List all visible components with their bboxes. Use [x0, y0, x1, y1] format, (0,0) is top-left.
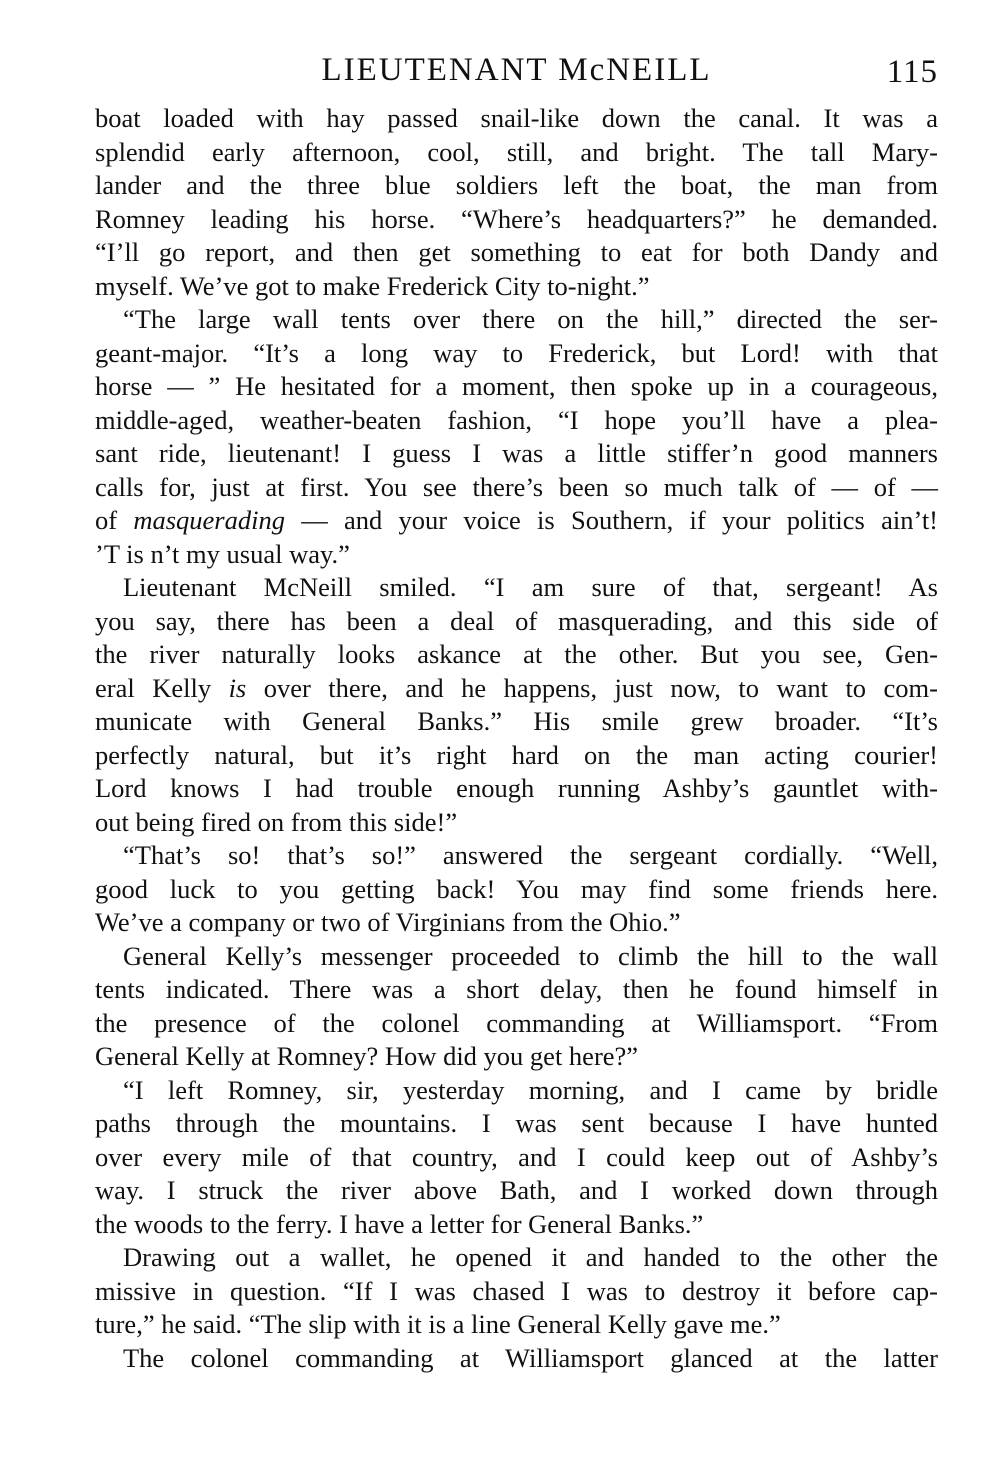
- text-line: “That’s so! that’s so!” answered the sergeant cordially. “Well,: [123, 840, 938, 870]
- text-line: “I’ll go report, and then get something to eat for both Dandy and: [95, 237, 938, 267]
- text-line: ture,” he said. “The slip with it is a line General Kelly gave me.”: [95, 1309, 781, 1339]
- text-line: paths through the mountains. I was sent because I have hunted: [95, 1108, 938, 1138]
- paragraph-3: [95, 571, 938, 839]
- text-line: [95, 504, 938, 538]
- paragraph-4: [95, 839, 938, 940]
- text-line: boat loaded with hay passed snail-like down the canal. It was a: [95, 103, 938, 133]
- paragraph-6: [95, 1074, 938, 1242]
- page-number: 115: [886, 54, 938, 90]
- text-line: The colonel commanding at Williamsport glanced at the latter: [123, 1342, 938, 1373]
- italic-word: masquerading: [133, 505, 285, 535]
- italic-word: is: [228, 672, 247, 703]
- text-run: of: [95, 505, 134, 535]
- text-line: splendid early afternoon, cool, still, and bright. The tall Mary-: [95, 136, 938, 167]
- text-line: calls for, just at first. You see there’s been so much talk of — of —: [95, 471, 938, 502]
- paragraph-2: [95, 303, 938, 571]
- text-run: over there, and he happens, just now, to want to com-: [246, 672, 938, 703]
- text-line: perfectly natural, but it’s right hard on the man acting courier!: [95, 739, 938, 770]
- paragraph-7: [95, 1241, 938, 1342]
- text-line: sant ride, lieutenant! I guess I was a little stiffer’n good manners: [95, 438, 938, 468]
- text-line: tents indicated. There was a short delay, then he found himself in: [95, 974, 938, 1004]
- text-line: Lord knows I had trouble enough running Ashby’s gauntlet with-: [95, 773, 938, 803]
- text-line: General Kelly at Romney? How did you get here?”: [95, 1041, 639, 1071]
- running-head: [95, 50, 938, 90]
- running-title: LIEUTENANT McNEILL: [321, 52, 712, 88]
- text-line: “I left Romney, sir, yesterday morning, and I came by bridle: [123, 1074, 938, 1105]
- text-line: horse — ” He hesitated for a moment, then spoke up in a courageous,: [95, 371, 938, 401]
- text-line: Drawing out a wallet, he opened it and handed to the other the: [123, 1242, 938, 1272]
- text-line: General Kelly’s messenger proceeded to climb the hill to the wall: [123, 940, 938, 971]
- paragraph-5: [95, 940, 938, 1074]
- text-line: lander and the three blue soldiers left the boat, the man from: [95, 170, 938, 200]
- book-page: [95, 50, 938, 1375]
- text-line: geant-major. “It’s a long way to Frederick, but Lord! with that: [95, 337, 938, 368]
- text-line: middle-aged, weather-beaten fashion, “I hope you’ll have a plea-: [95, 404, 938, 435]
- text-line: missive in question. “If I was chased I was to destroy it before cap-: [95, 1275, 938, 1306]
- text-line: municate with General Banks.” His smile grew broader. “It’s: [95, 706, 938, 736]
- text-run: — and your voice is Southern, if your politics ain’t!: [284, 505, 939, 535]
- text-line: myself. We’ve got to make Frederick City to-night.”: [95, 270, 650, 301]
- text-line: good luck to you getting back! You may find some friends here.: [95, 873, 938, 904]
- text-line: Romney leading his horse. “Where’s headquarters?” he demanded.: [95, 203, 938, 234]
- body-text: [95, 102, 938, 1375]
- paragraph-1: [95, 102, 938, 303]
- text-line: Lieutenant McNeill smiled. “I am sure of that, sergeant! As: [123, 572, 938, 602]
- text-line: the river naturally looks askance at the other. But you see, Gen-: [95, 639, 938, 669]
- text-line: the woods to the ferry. I have a letter for General Banks.”: [95, 1208, 704, 1239]
- text-line: [95, 672, 938, 706]
- text-line: “The large wall tents over there on the hill,” directed the ser-: [123, 304, 938, 334]
- paragraph-8: [95, 1342, 938, 1376]
- text-line: We’ve a company or two of Virginians from the Ohio.”: [95, 907, 681, 937]
- text-run: eral Kelly: [95, 672, 229, 703]
- text-line: over every mile of that country, and I could keep out of Ashby’s: [95, 1141, 938, 1172]
- text-line: you say, there has been a deal of masquerading, and this side of: [95, 605, 938, 636]
- text-line: the presence of the colonel commanding at Williamsport. “From: [95, 1007, 938, 1038]
- text-line: out being fired on from this side!”: [95, 806, 458, 837]
- text-line: ’T is n’t my usual way.”: [95, 538, 350, 569]
- text-line: way. I struck the river above Bath, and I worked down through: [95, 1175, 938, 1205]
